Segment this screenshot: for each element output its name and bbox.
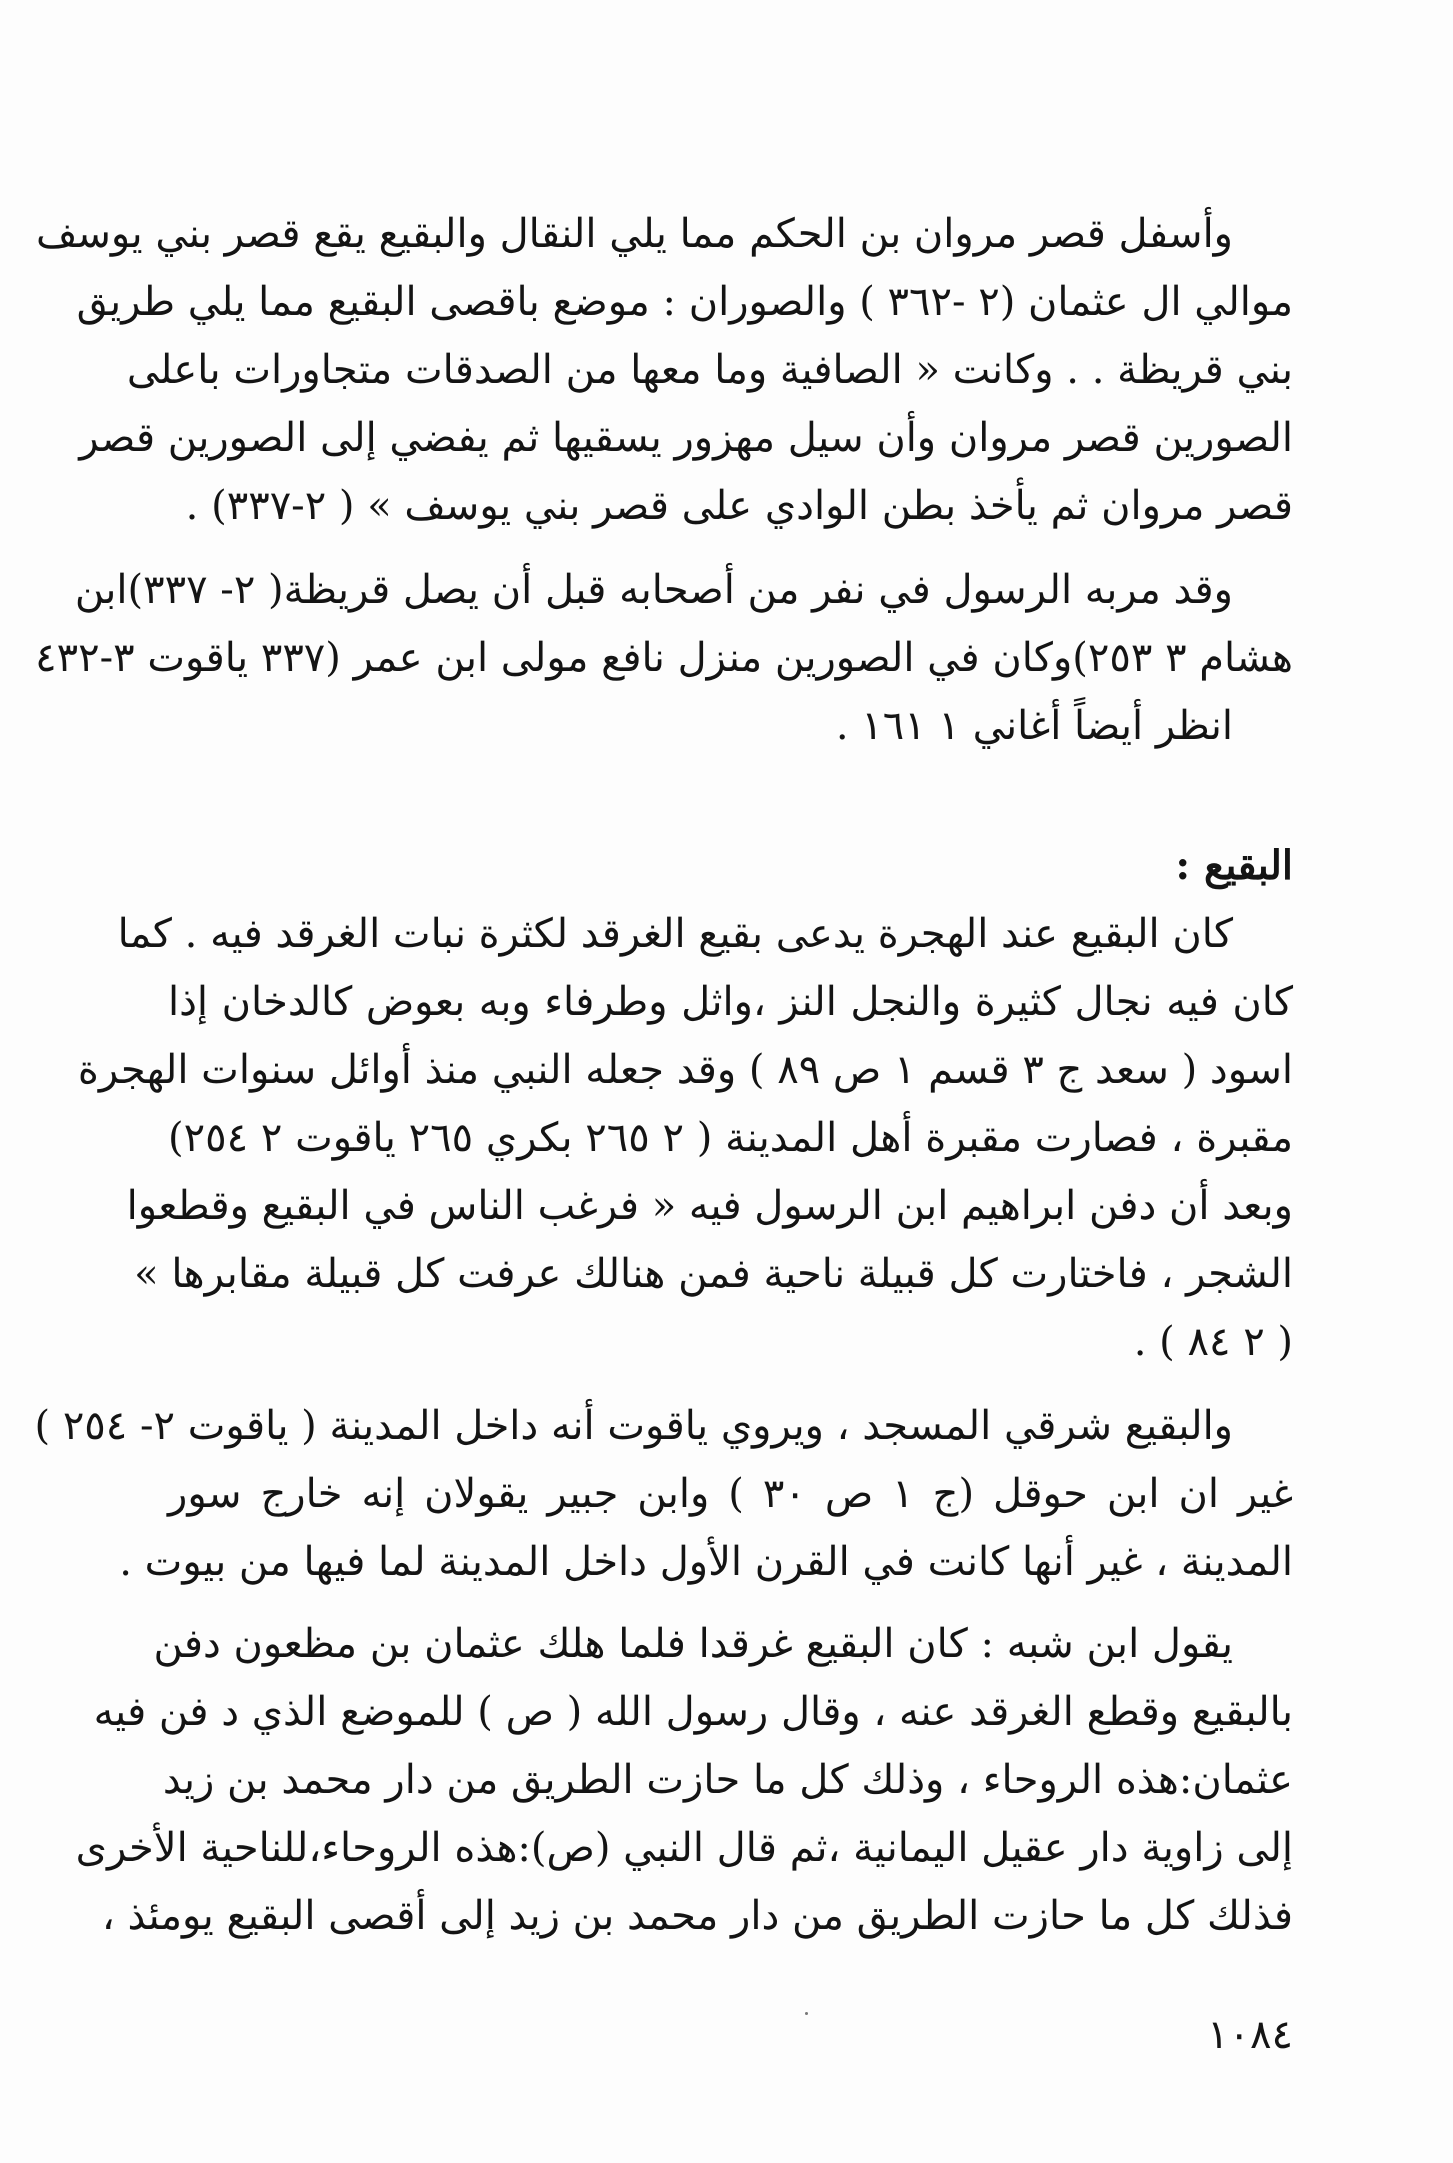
paragraph-line: مقبرة ، فصارت مقبرة أهل المدينة ( ٢ ٢٦٥ بكري ٢٦٥ ياقوت ٢ ٢٥٤) xyxy=(168,1115,1293,1161)
paragraph-line: اسود ( سعد ج ٣ قسم ١ ص ٨٩ ) وقد جعله النبي منذ أوائل سنوات الهجرة xyxy=(77,1047,1293,1093)
paragraph-line: عثمان:هذه الروحاء ، وذلك كل ما حازت الطريق من دار محمد بن زيد xyxy=(162,1757,1293,1803)
paragraph-line: وأسفل قصر مروان بن الحكم مما يلي النقال والبقيع يقع قصر بني يوسف xyxy=(35,211,1233,257)
section-heading: البقيع : xyxy=(1175,842,1293,889)
paragraph-4 xyxy=(34,1392,1294,1596)
paragraph-line: الشجر ، فاختارت كل قبيلة ناحية فمن هنالك عرفت كل قبيلة مقابرها » xyxy=(134,1251,1293,1297)
paragraph-line: يقول ابن شبه : كان البقيع غرقدا فلما هلك عثمان بن مظعون دفن xyxy=(153,1621,1233,1667)
paragraph-line: كان فيه نجال كثيرة والنجل النز ،واثل وطرفاء وبه بعوض كالدخان إذا xyxy=(168,979,1293,1025)
paragraph-line: بني قريظة . . وكانت « الصافية وما معها من الصدقات متجاورات باعلى xyxy=(126,347,1293,393)
paragraph-line: هشام ٣ ٢٥٣)وكان في الصورين منزل نافع مولى ابن عمر (٣٣٧ ياقوت ٣-٤٣٢ xyxy=(35,635,1293,681)
paragraph-line: انظر أيضاً أغاني ١ ١٦١ . xyxy=(835,703,1233,749)
paragraph-line: غير ان ابن حوقل (ج ١ ص ٣٠ ) وابن جبير يقولان إنه خارج سور xyxy=(168,1471,1294,1517)
paragraph-line: ( ٢ ٨٤ ) . xyxy=(1133,1319,1293,1365)
scan-speck xyxy=(805,2012,808,2015)
paragraph-line: الصورين قصر مروان وأن سيل مهزور يسقيها ثم يفضي إلى الصورين قصر xyxy=(79,415,1293,461)
paragraph-line: وقد مربه الرسول في نفر من أصحابه قبل أن يصل قريظة( ٢- ٣٣٧)ابن xyxy=(74,567,1233,613)
paragraph-line: كان البقيع عند الهجرة يدعى بقيع الغرقد لكثرة نبات الغرقد فيه . كما xyxy=(117,911,1233,957)
paragraph-line: وبعد أن دفن ابراهيم ابن الرسول فيه « فرغب الناس في البقيع وقطعوا xyxy=(126,1183,1293,1229)
paragraph-line: بالبقيع وقطع الغرقد عنه ، وقال رسول الله ( ص ) للموضع الذي د فن فيه xyxy=(93,1689,1293,1735)
paragraph-1 xyxy=(35,200,1293,540)
paragraph-line: موالي ال عثمان (٢ -٣٦٢ ) والصوران : موضع باقصى البقيع مما يلي طريق xyxy=(76,279,1293,325)
paragraph-line: والبقيع شرقي المسجد ، ويروي ياقوت أنه داخل المدينة ( ياقوت ٢- ٢٥٤ ) xyxy=(34,1403,1233,1449)
paragraph-line: المدينة ، غير أنها كانت في القرن الأول داخل المدينة لما فيها من بيوت . xyxy=(119,1539,1293,1585)
paragraph-3 xyxy=(77,900,1293,1376)
paragraph-line: فذلك كل ما حازت الطريق من دار محمد بن زيد إلى أقصى البقيع يومئذ ، xyxy=(101,1893,1293,1939)
paragraph-line: قصر مروان ثم يأخذ بطن الوادي على قصر بني يوسف » ( ٢-٣٣٧) . xyxy=(185,483,1293,529)
page-number: ١٠٨٤ xyxy=(1207,2012,1293,2058)
paragraph-line: إلى زاوية دار عقيل اليمانية ،ثم قال النبي (ص):هذه الروحاء،للناحية الأخرى xyxy=(75,1825,1293,1871)
paragraph-5 xyxy=(75,1610,1293,1950)
paragraph-2 xyxy=(35,556,1293,760)
